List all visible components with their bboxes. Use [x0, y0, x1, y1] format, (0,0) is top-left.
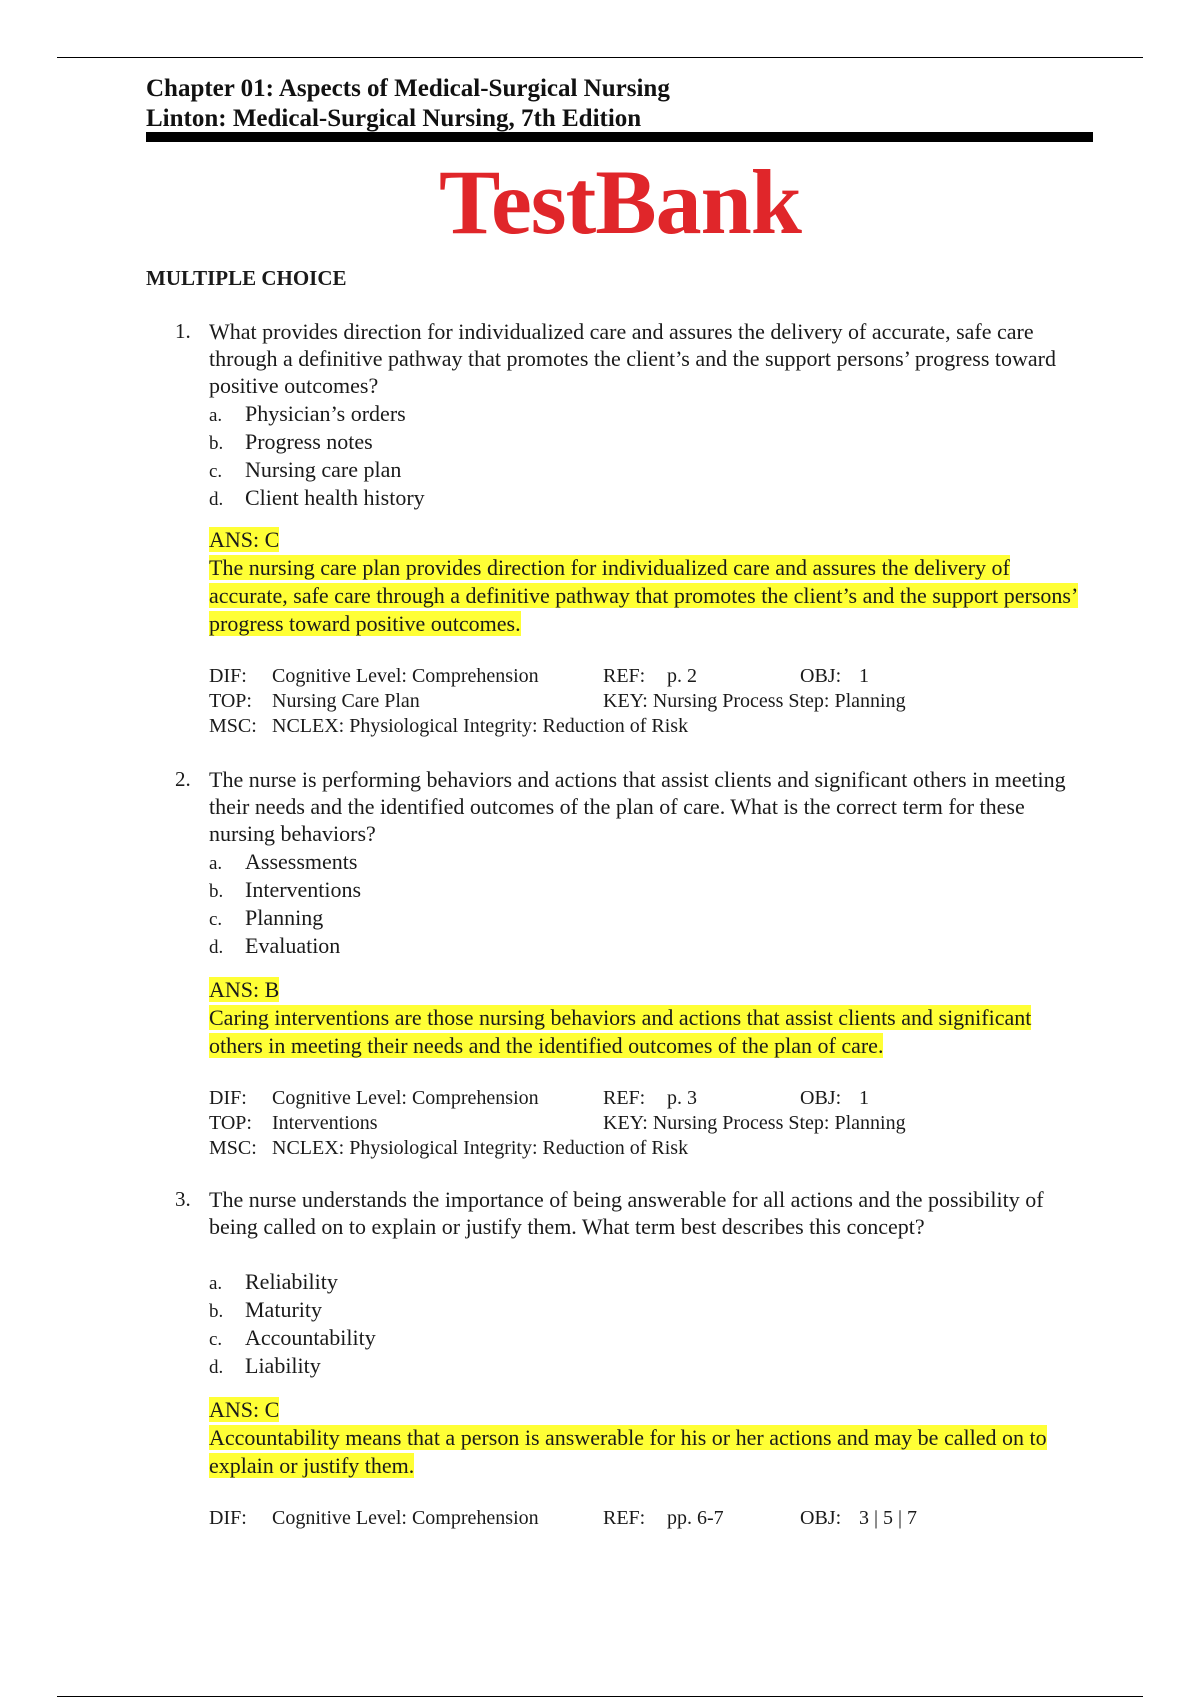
- page-bottom-rule: [57, 1696, 1143, 1697]
- choice-list: [209, 1268, 376, 1380]
- answer-rationale: The nursing care plan provides direction for individualized care and assures the delivery of accurate, safe care through a definitive pathway that promotes the client’s and the support persons’ progress toward positive outcomes.: [209, 555, 1079, 636]
- key-value: KEY: Nursing Process Step: Planning: [603, 1112, 906, 1134]
- choice-b: b. Interventions: [209, 877, 362, 902]
- choice-d: d. Evaluation: [209, 933, 341, 958]
- key-value: KEY: Nursing Process Step: Planning: [603, 690, 906, 712]
- answer-key: ANS: C: [209, 1397, 280, 1422]
- question-metadata: [209, 1506, 1109, 1531]
- choice-a: a. Assessments: [209, 849, 358, 874]
- msc-label: MSC:: [209, 1137, 257, 1159]
- question-number: 2.: [175, 767, 191, 791]
- msc-label: MSC:: [209, 715, 257, 737]
- obj-label: OBJ:: [800, 1087, 842, 1109]
- dif-label: DIF:: [209, 1507, 247, 1529]
- top-value: Interventions: [272, 1112, 378, 1134]
- obj-value: 1: [859, 1087, 869, 1109]
- testbank-watermark: TestBank: [439, 151, 801, 253]
- answer-block: [209, 526, 1089, 638]
- question-stem: What provides direction for individualized care and assures the delivery of accurate, safe care through a definitive pathway that promotes the client’s and the support persons’ progress toward positive outcomes?: [209, 319, 1056, 398]
- obj-value: 3 | 5 | 7: [859, 1507, 918, 1529]
- answer-rationale: Accountability means that a person is answerable for his or her actions and may be called on to explain or justify them.: [209, 1425, 1047, 1478]
- page-top-rule: [57, 57, 1143, 58]
- dif-label: DIF:: [209, 1087, 247, 1109]
- choice-a: a. Physician’s orders: [209, 401, 406, 426]
- choice-c: c. Nursing care plan: [209, 457, 402, 482]
- answer-key: ANS: C: [209, 527, 280, 552]
- document-header: [146, 74, 1093, 142]
- ref-label: REF:: [603, 1507, 646, 1529]
- dif-value: Cognitive Level: Comprehension: [272, 1087, 539, 1109]
- question-stem: The nurse is performing behaviors and actions that assist clients and significant others in meeting their needs and the identified outcomes of the plan of care. What is the correct term for these nursing behaviors?: [209, 767, 1066, 846]
- msc-value: NCLEX: Physiological Integrity: Reduction of Risk: [272, 715, 689, 737]
- obj-label: OBJ:: [800, 665, 842, 687]
- choice-d: d. Client health history: [209, 485, 425, 510]
- choice-a: a. Reliability: [209, 1269, 338, 1294]
- msc-value: NCLEX: Physiological Integrity: Reduction of Risk: [272, 1137, 689, 1159]
- answer-block: [209, 976, 1089, 1060]
- question-metadata: [209, 1086, 1109, 1161]
- dif-label: DIF:: [209, 665, 247, 687]
- answer-block: [209, 1396, 1089, 1480]
- obj-label: OBJ:: [800, 1507, 842, 1529]
- dif-value: Cognitive Level: Comprehension: [272, 1507, 539, 1529]
- top-label: TOP:: [209, 690, 252, 712]
- choice-b: b. Progress notes: [209, 429, 373, 454]
- dif-value: Cognitive Level: Comprehension: [272, 665, 539, 687]
- answer-key: ANS: B: [209, 977, 280, 1002]
- question-metadata: [209, 664, 1109, 739]
- answer-rationale: Caring interventions are those nursing behaviors and actions that assist clients and significant others in meeting their needs and the identified outcomes of the plan of care.: [209, 1005, 1032, 1058]
- choice-b: b. Maturity: [209, 1297, 322, 1322]
- ref-value: p. 2: [667, 665, 697, 687]
- choice-d: d. Liability: [209, 1353, 321, 1378]
- top-label: TOP:: [209, 1112, 252, 1134]
- choice-list: [209, 400, 425, 512]
- question-number: 1.: [175, 319, 191, 343]
- obj-value: 1: [859, 665, 869, 687]
- choice-c: c. Accountability: [209, 1325, 376, 1350]
- top-value: Nursing Care Plan: [272, 690, 420, 712]
- ref-label: REF:: [603, 1087, 646, 1109]
- choice-c: c. Planning: [209, 905, 324, 930]
- question-stem: The nurse understands the importance of being answerable for all actions and the possibility of being called on to explain or justify them. What term best describes this concept?: [209, 1187, 1044, 1239]
- ref-label: REF:: [603, 665, 646, 687]
- ref-value: p. 3: [667, 1087, 697, 1109]
- question-number: 3.: [175, 1187, 191, 1211]
- choice-list: [209, 848, 361, 960]
- ref-value: pp. 6-7: [667, 1507, 724, 1529]
- chapter-title: Chapter 01: Aspects of Medical-Surgical Nursing: [146, 75, 670, 102]
- book-title: Linton: Medical-Surgical Nursing, 7th Edition: [146, 105, 642, 132]
- section-title: MULTIPLE CHOICE: [146, 266, 347, 290]
